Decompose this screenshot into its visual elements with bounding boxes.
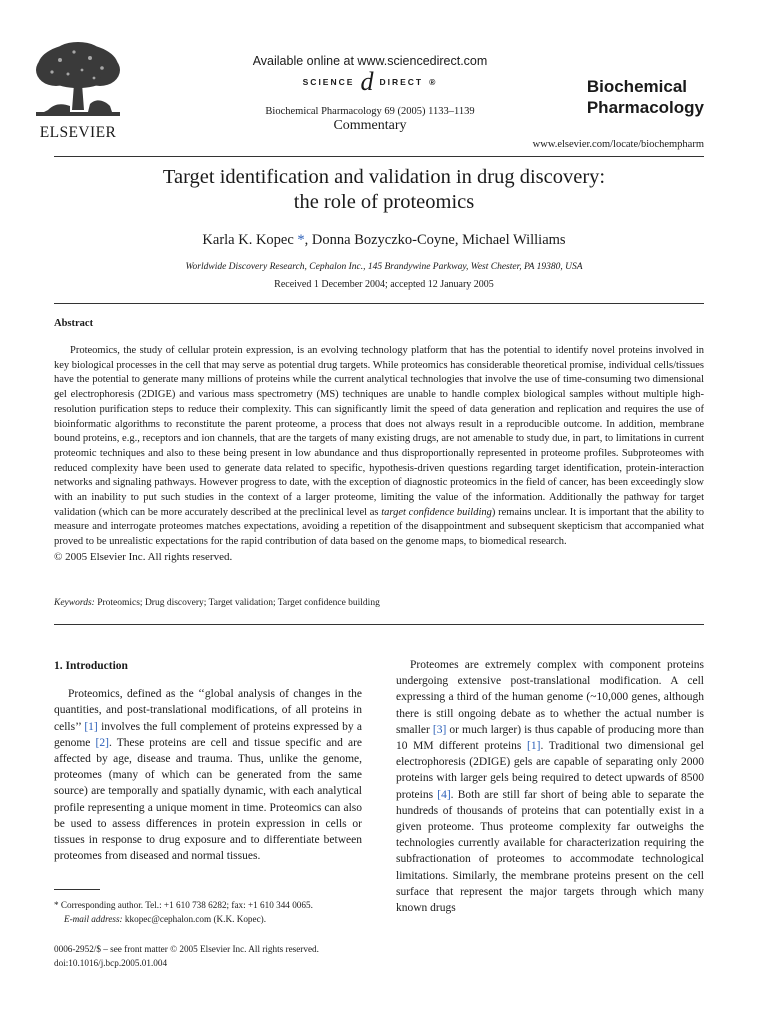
intro-text: . Both are still far short of being able to separate the hundreds of thousands of proteins that can potentially exist in a given proteome. Thus proteome complexity far outweighs the technologies currently available for characterization requiring the subfractionation of proteomes to accommodate technological limitations. Similarly, the membrane proteins present on the cell surface that represent the major targets through which many known drugs	[396, 788, 704, 915]
publisher-name: ELSEVIER	[39, 124, 117, 141]
issn-info	[54, 942, 364, 970]
abstract-paragraph	[54, 344, 704, 550]
intro-text: . These proteins are cell and tissue specific and are affected by age, disease and trauma. Thus, unlike the genome, proteomes (many of which can be generated from the same source) are temporally and spatially dynamic, with each analytical profile representing a unique moment in time. Proteomics can also be used to assess differences in protein expression in cells or tissues in response to drug exposure and to differentiate between proteomes from diseased and normal tissues.	[54, 736, 363, 863]
footnote-divider	[54, 889, 100, 890]
other-authors: , Donna Bozyczko-Coyne, Michael Williams	[304, 232, 566, 248]
intro-text: Proteomics, defined as the ‘‘global analysis of changes in the quantities, and post-translational modifications, of all proteins in cells’’	[54, 688, 362, 733]
elsevier-logo	[24, 40, 132, 142]
article-title	[60, 165, 708, 215]
doi-link[interactable]: doi:10.1016/j.bcp.2005.01.004	[54, 958, 168, 968]
citation-link[interactable]: [1]	[527, 740, 541, 753]
sciencedirect-registered-mark: ®	[429, 77, 438, 87]
sciencedirect-d-icon: d	[360, 67, 374, 96]
abstract-copyright: © 2005 Elsevier Inc. All rights reserved.	[54, 550, 233, 563]
journal-title-line2: Pharmacology	[586, 98, 704, 117]
right-column	[396, 657, 704, 916]
citation-link[interactable]: [1]	[84, 720, 98, 733]
intro-paragraph-1	[54, 686, 362, 864]
affiliation: Worldwide Discovery Research, Cephalon Inc., 145 Brandywine Parkway, West Chester, PA 19380, USA	[185, 262, 583, 272]
intro-paragraph-2	[396, 657, 704, 916]
journal-citation: Biochemical Pharmacology 69 (2005) 1133–1139	[265, 106, 475, 117]
email-line	[54, 912, 364, 926]
citation-link[interactable]: [2]	[95, 736, 109, 749]
intro-text: Proteomes are extremely complex with component proteins undergoing extensive post-translational modification. A cell expressing a third of the human genome (~10,000 genes, although there is still ongoing debate as to whether the actual number is smaller	[396, 659, 704, 736]
author-name: Karla K. Kopec	[202, 232, 294, 248]
abstract-top-divider	[54, 303, 704, 304]
center-header	[200, 54, 540, 134]
keywords-label: Keywords:	[54, 598, 95, 608]
keywords-bottom-divider	[54, 624, 704, 625]
available-online-text: Available online at www.sciencedirect.com	[252, 54, 488, 68]
abstract-heading: Abstract	[54, 318, 94, 329]
citation-link[interactable]: [3]	[432, 723, 447, 736]
sciencedirect-left-word: SCIENCE	[302, 77, 355, 87]
left-column	[54, 652, 362, 864]
section-heading-introduction: 1. Introduction	[54, 660, 128, 672]
article-title-line2: the role of proteomics	[293, 191, 475, 213]
intro-text: . Traditional two dimensional gel electrophoresis (2DIGE) gels are capable of separating only 2000 proteins with larger gels being required to detect upwards of 8500 proteins	[396, 740, 704, 801]
corresponding-author-link[interactable]: *	[293, 232, 305, 248]
front-matter-line: 0006-2952/$ – see front matter © 2005 Elsevier Inc. All rights reserved.	[54, 944, 319, 954]
corresponding-footnote	[54, 898, 364, 926]
elsevier-tree-icon	[30, 40, 126, 122]
abstract-text-part2: ) remains unclear. It is important that the ability to measure and interrogate proteomes matches expectations, avoiding a repetition of the disappointment and subsequent skepticism that accompanied what proved to be unrealistic expectations for the rapid contribution of data based on the genome maps, to biomedical research.	[54, 506, 704, 548]
sciencedirect-logo	[200, 67, 540, 96]
sciencedirect-right-word: DIRECT	[379, 77, 424, 87]
received-dates: Received 1 December 2004; accepted 12 January 2005	[274, 279, 494, 290]
corresponding-contact: * Corresponding author. Tel.: +1 610 738 6282; fax: +1 610 344 0065.	[54, 900, 313, 910]
keywords	[54, 598, 380, 608]
author-list	[60, 232, 708, 249]
abstract-italic-term: target confidence building	[381, 506, 492, 518]
abstract-text-part1: Proteomics, the study of cellular protein expression, is an evolving technology platform that has the potential to identify novel proteins involved in key biological processes in the cell that may serve as potential drug targets. While proteomics has considerable theoretical promise, individual cells/tissues have the potential to generate many millions of proteins while the current analytical technologies that involve the use of time-consuming two dimensional gel electrophoresis (2DIGE) and various mass spectrometry (MS) techniques are unable to handle complex biological samples without multiple high-resolution purification steps to reduce their complexity. This can significantly limit the speed of data generation and replication and requires the use of bioinformatic algorithms to reconstitute the parent proteome, a process that does not always result in a reproducible outcome. In addition, membrane bound proteins, e.g., receptors and ion channels, that are the targets of many existing drugs, are not amenable to study due, in part, to limitations in current proteomic techniques and also to these being present in low abundance and thus disproportionally represented in proteome profiles. Subproteomes with reduced complexity have been used to generate data related to specific, hypothesis-driven questions regarding target identification, protein-interaction networks and signaling pathways. However progress to date, with the exception of diagnostic proteomics in the field of cancer, has been exceedingly slow with an inability to put such studies in the context of a larger proteome, limiting the value of the information. Additionally the pathway for target validation (which can be more accurately described at the preclinical level as	[54, 345, 704, 518]
header-divider	[54, 156, 704, 157]
citation-link[interactable]: [4]	[437, 788, 451, 801]
journal-title	[587, 76, 704, 118]
intro-text: involves the full complement of proteins expressed by a genome	[54, 720, 362, 749]
email-label: E-mail address:	[64, 914, 123, 924]
abstract-body	[54, 344, 704, 565]
intro-text: or much larger) is thus capable of producing more than 10 MM different proteins	[396, 723, 704, 753]
article-title-line1: Target identification and validation in drug discovery:	[162, 166, 606, 188]
journal-url-link[interactable]: www.elsevier.com/locate/biochempharm	[532, 139, 704, 150]
email-address[interactable]: kkopec@cephalon.com (K.K. Kopec).	[122, 914, 267, 924]
keywords-list: Proteomics; Drug discovery; Target validation; Target confidence building	[94, 598, 380, 608]
journal-title-line1: Biochemical	[586, 77, 687, 96]
article-type: Commentary	[333, 118, 407, 133]
